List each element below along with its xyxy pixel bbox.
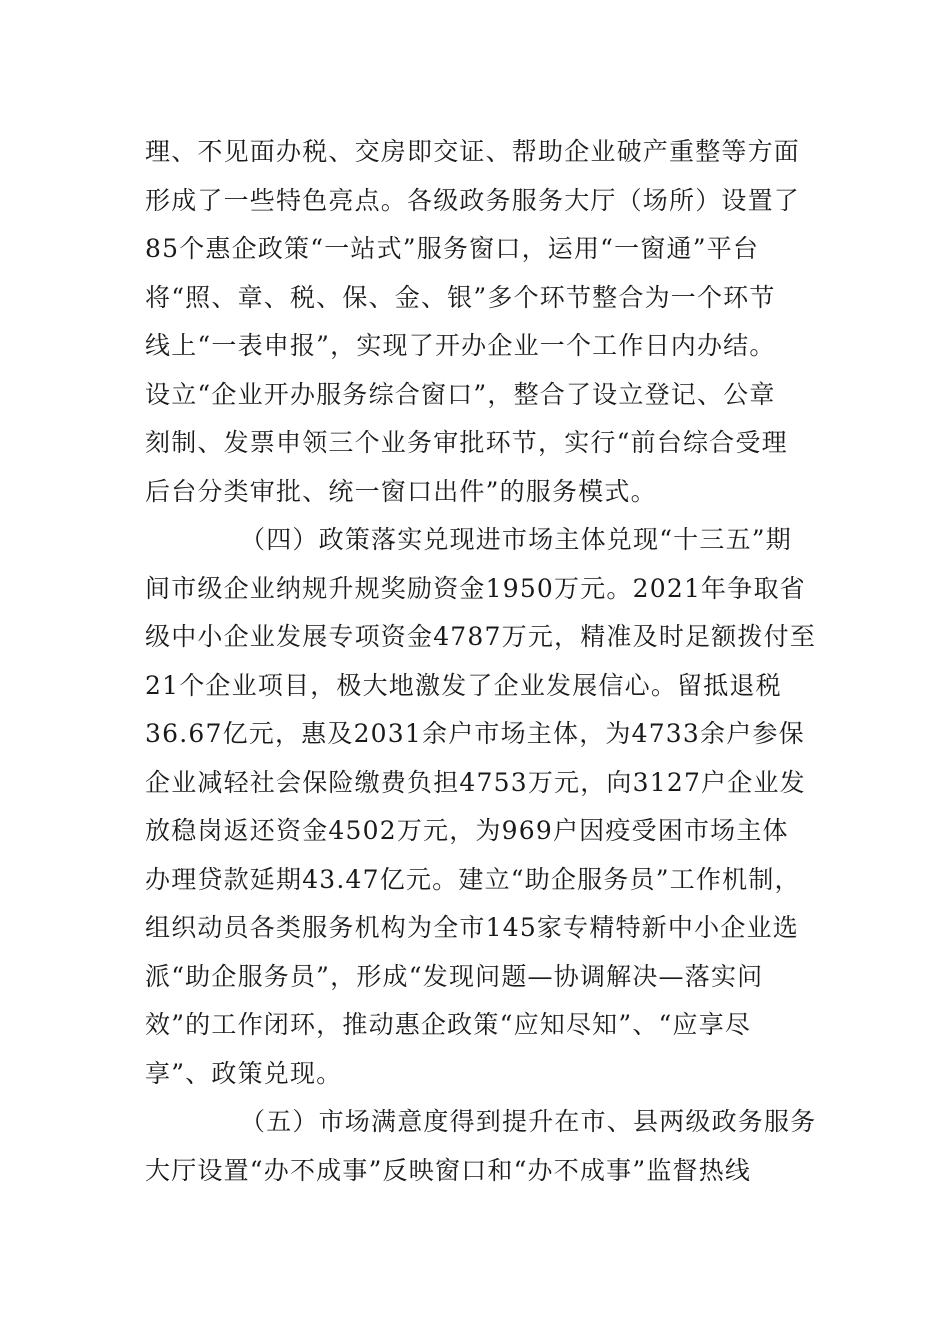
text-line: 效”的工作闭环，推动惠企政策“应知尽知”、“应享尽 xyxy=(145,1010,752,1039)
text-line: 大厅设置“办不成事”反映窗口和“办不成事”监督热线 xyxy=(145,1155,752,1185)
text-line: 放稳岗返还资金4502万元，为969户因疫受困市场主体 xyxy=(145,816,789,845)
text-line: 将“照、章、税、保、金、银”多个环节整合为一个环节 xyxy=(145,282,776,312)
paragraph-policy-implementation xyxy=(145,516,825,1098)
text-line: 理、不见面办税、交房即交证、帮助企业破产重整等方面 xyxy=(145,137,801,166)
document-body xyxy=(145,128,825,1195)
text-line: 间市级企业纳规升规奖励资金1950万元。2021年争取省 xyxy=(145,573,806,603)
text-line: 办理贷款延期43.47亿元。建立“助企服务员”工作机制， xyxy=(145,864,801,894)
text-line: 85个惠企政策“一站式”服务窗口，运用“一窗通”平台 xyxy=(145,234,760,263)
text-line: 形成了一些特色亮点。各级政务服务大厅（场所）设置了 xyxy=(145,185,801,215)
text-line: 后台分类审批、统一窗口出件”的服务模式。 xyxy=(145,476,657,506)
text-line: 级中小企业发展专项资金4787万元，精准及时足额拨付至 xyxy=(145,622,817,651)
text-line: 组织动员各类服务机构为全市145家专精特新中小企业选 xyxy=(145,913,799,942)
section-heading-line: （四）政策落实兑现进市场主体兑现“十三五”期 xyxy=(240,525,792,554)
text-line: 享”、政策兑现。 xyxy=(145,1058,343,1088)
text-line: 36.67亿元，惠及2031余户市场主体，为4733余户参保 xyxy=(145,719,805,748)
section-heading-line: （五）市场满意度得到提升在市、县两级政务服务 xyxy=(240,1107,817,1136)
paragraph-service-window xyxy=(145,128,825,516)
text-line: 21个企业项目，极大地激发了企业发展信心。留抵退税 xyxy=(145,670,782,700)
paragraph-market-satisfaction xyxy=(145,1098,825,1195)
text-line: 企业减轻社会保险缴费负担4753万元，向3127户企业发 xyxy=(145,767,806,797)
text-line: 线上“一表申报”，实现了开办企业一个工作日内办结。 xyxy=(145,331,776,360)
text-line: 刻制、发票申领三个业务审批环节，实行“前台综合受理 xyxy=(145,428,788,457)
text-line: 设立“企业开办服务综合窗口”，整合了设立登记、公章 xyxy=(145,379,776,409)
text-line: 派“助企服务员”，形成“发现问题—协调解决—落实问 xyxy=(145,961,764,991)
